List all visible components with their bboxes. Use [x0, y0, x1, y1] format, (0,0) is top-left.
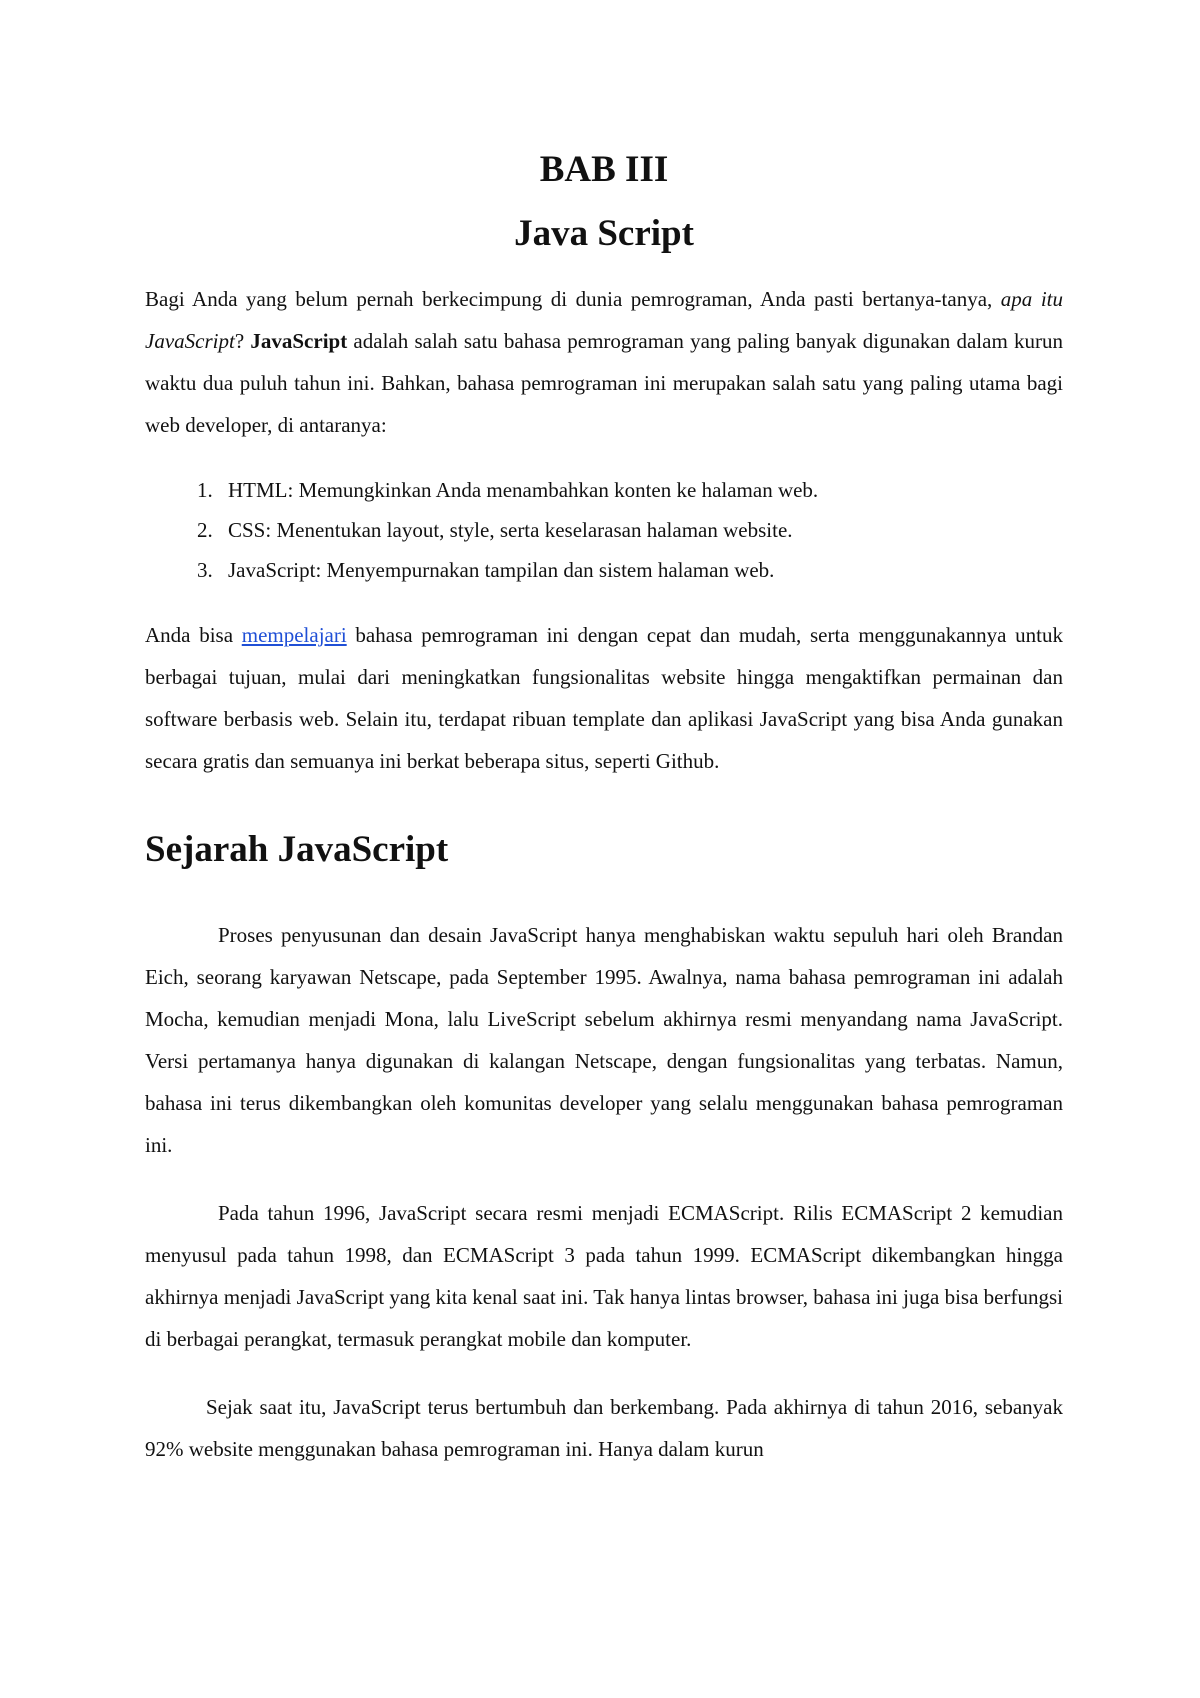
list-item: 3. JavaScript: Menyempurnakan tampilan dan sistem halaman web. — [218, 550, 1063, 590]
section-heading: Sejarah JavaScript — [145, 829, 449, 870]
chapter-title: BAB III — [539, 149, 669, 190]
history-paragraph-2: Pada tahun 1996, JavaScript secara resmi menjadi ECMAScript. Rilis ECMAScript 2 kemudian menyusul pada tahun 1998, dan ECMAScript 3 pada tahun 1999. ECMAScript dikembangkan hingga akhirnya menjadi JavaScript yang kita kenal saat ini. Tak hanya lintas browser, bahasa ini juga bisa berfungsi di berbagai perangkat, termasuk perangkat mobile dan komputer. — [145, 1201, 1063, 1351]
list-item: 2. CSS: Menentukan layout, style, serta keselarasan halaman website. — [218, 510, 1063, 550]
main-title: Java Script — [514, 213, 694, 254]
page-content — [145, 148, 1063, 1470]
history-paragraph-3: Sejak saat itu, JavaScript terus bertumbuh dan berkembang. Pada akhirnya di tahun 2016, sebanyak 92% website menggunakan bahasa pemrograman ini. Hanya dalam kurun — [145, 1395, 1063, 1461]
learning-paragraph — [145, 614, 1063, 782]
intro-text-1: Bagi Anda yang belum pernah berkecimpung di dunia pemrograman, Anda pasti bertanya-tanya, — [145, 287, 1001, 311]
learning-text-1: Anda bisa — [145, 623, 242, 647]
intro-text-3: adalah salah satu bahasa pemrograman yang paling banyak digunakan dalam kurun waktu dua puluh tahun ini. Bahkan, bahasa pemrograman ini merupakan salah satu yang paling utama bagi web developer, di antaranya: — [145, 329, 1063, 437]
intro-italic: apa itu JavaScript — [145, 287, 1063, 353]
intro-text-2: ? — [234, 329, 251, 353]
mempelajari-link[interactable]: mempelajari — [241, 623, 347, 647]
learning-text-2: bahasa pemrograman ini dengan cepat dan mudah, serta menggunakannya untuk berbagai tujuan, mulai dari meningkatkan fungsionalitas website hingga mengaktifkan permainan dan software berbasis web. Selain itu, terdapat ribuan template dan aplikasi JavaScript yang bisa Anda gunakan secara gratis dan semuanya ini berkat beberapa situs, seperti Github. — [145, 623, 1063, 773]
history-paragraph-1: Proses penyusunan dan desain JavaScript hanya menghabiskan waktu sepuluh hari oleh Brandan Eich, seorang karyawan Netscape, pada September 1995. Awalnya, nama bahasa pemrograman ini adalah Mocha, kemudian menjadi Mona, lalu LiveScript sebelum akhirnya resmi menyandang nama JavaScript. Versi pertamanya hanya digunakan di kalangan Netscape, dengan fungsionalitas yang terbatas. Namun, bahasa ini terus dikembangkan oleh komunitas developer yang selalu menggunakan bahasa pemrograman ini. — [145, 923, 1063, 1157]
intro-bold: JavaScript — [250, 329, 348, 353]
intro-paragraph — [145, 278, 1063, 446]
language-list — [145, 470, 1063, 590]
list-item: 1. HTML: Memungkinkan Anda menambahkan konten ke halaman web. — [218, 470, 1063, 510]
